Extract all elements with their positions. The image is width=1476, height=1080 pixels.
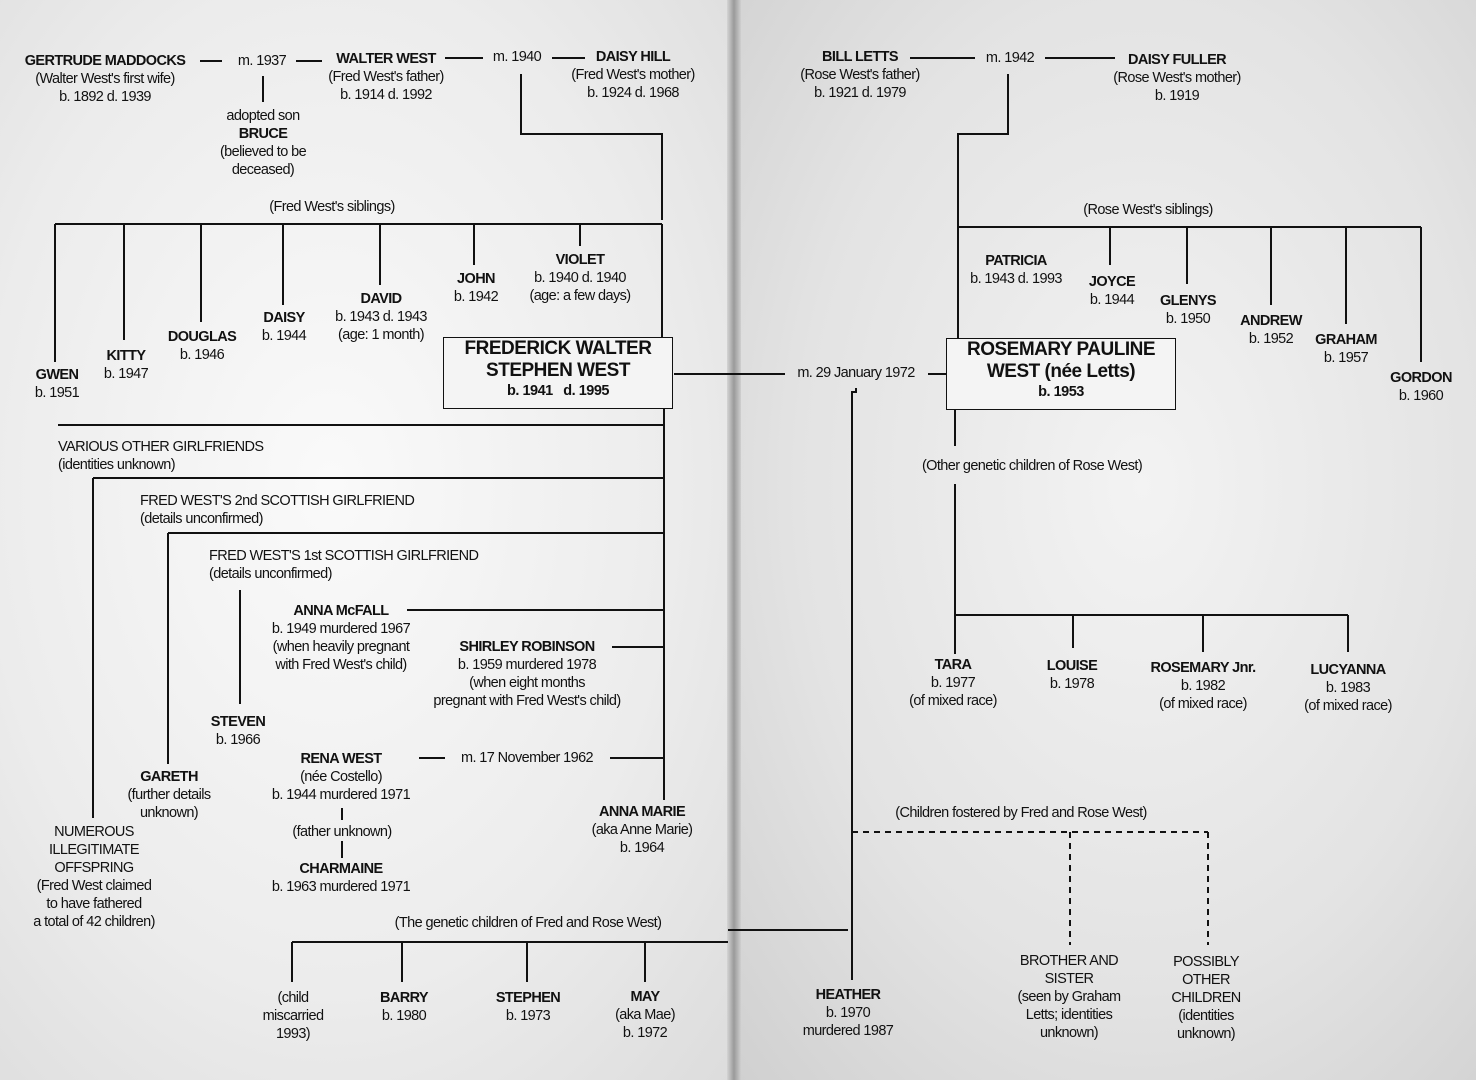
rose-siblings-label: (Rose West's siblings): [1083, 202, 1213, 218]
genetic-children-label: (The genetic children of Fred and Rose West): [394, 915, 662, 931]
sibling-patricia: PATRICIA b. 1943 d. 1993: [970, 253, 1062, 287]
child-barry: BARRY b. 1980: [379, 990, 429, 1024]
person-rena-west: RENA WEST (née Costello) b. 1944 murdered 1971: [271, 751, 411, 803]
fostered-children-label: (Children fostered by Fred and Rose West): [895, 805, 1147, 821]
sibling-douglas: DOUGLAS b. 1946: [167, 329, 237, 363]
sibling-daisy: DAISY b. 1944: [261, 310, 307, 344]
child-louise: LOUISE b. 1978: [1046, 658, 1098, 692]
child-may: MAY (aka Mae) b. 1972: [615, 989, 675, 1041]
child-stephen: STEPHEN b. 1973: [495, 990, 561, 1024]
person-anna-marie: ANNA MARIE (aka Anne Marie) b. 1964: [591, 804, 693, 856]
person-gareth: GARETH (further details unknown): [127, 769, 211, 821]
person-charmaine: CHARMAINE b. 1963 murdered 1971: [271, 861, 411, 895]
fostered-possibly-other: POSSIBLY OTHER CHILDREN (identities unknown): [1171, 954, 1241, 1042]
marriage-1972: m. 29 January 1972: [797, 365, 915, 381]
person-daisy-fuller: DAISY FULLER (Rose West's mother) b. 1919: [1113, 52, 1241, 104]
father-unknown: (father unknown): [292, 824, 392, 840]
marriage-1937: m. 1937: [237, 53, 287, 69]
sibling-violet: VIOLET b. 1940 d. 1940 (age: a few days): [529, 252, 631, 304]
person-bill-letts: BILL LETTS (Rose West's father) b. 1921 d. 1979: [800, 49, 920, 101]
sibling-kitty: KITTY b. 1947: [103, 348, 149, 382]
person-gertrude: GERTRUDE MADDOCKS (Walter West's first wife) b. 1892 d. 1939: [24, 53, 186, 105]
heather-line: [852, 388, 856, 980]
person-walter-west: WALTER WEST (Fred West's father) b. 1914 d. 1992: [328, 51, 444, 103]
numerous-offspring: NUMEROUS ILLEGITIMATE OFFSPRING (Fred West claimed to have fathered a total of 42 children): [33, 824, 155, 930]
rose-other-children-label: (Other genetic children of Rose West): [921, 458, 1143, 474]
sibling-joyce: JOYCE b. 1944: [1088, 274, 1136, 308]
child-lucyanna: LUCYANNA b. 1983 (of mixed race): [1304, 662, 1392, 714]
sibling-david: DAVID b. 1943 d. 1943 (age: 1 month): [335, 291, 427, 343]
child-rosemary-jnr: ROSEMARY Jnr. b. 1982 (of mixed race): [1150, 660, 1256, 712]
sibling-andrew: ANDREW b. 1952: [1240, 313, 1302, 347]
child-miscarried: (child miscarried 1993): [262, 990, 324, 1042]
fred-siblings-label: (Fred West's siblings): [269, 199, 395, 215]
marriage-1940: m. 1940: [492, 49, 542, 65]
fred-west-box: FREDERICK WALTER STEPHEN WEST b. 1941 d. 1995: [443, 337, 673, 409]
various-girlfriends: VARIOUS OTHER GIRLFRIENDS (identities unknown): [58, 439, 264, 473]
sibling-graham: GRAHAM b. 1957: [1315, 332, 1377, 366]
child-heather: HEATHER b. 1970 murdered 1987: [802, 987, 894, 1039]
sibling-gordon: GORDON b. 1960: [1390, 370, 1452, 404]
rose-west-box: ROSEMARY PAULINE WEST (née Letts) b. 1953: [946, 338, 1176, 410]
person-daisy-hill: DAISY HILL (Fred West's mother) b. 1924 d. 1968: [571, 49, 695, 101]
person-steven: STEVEN b. 1966: [210, 714, 266, 748]
sibling-glenys: GLENYS b. 1950: [1159, 293, 1217, 327]
person-shirley-robinson: SHIRLEY ROBINSON b. 1959 murdered 1978 (when eight months pregnant with Fred West's child): [433, 639, 621, 709]
sibling-john: JOHN b. 1942: [453, 271, 499, 305]
sibling-gwen: GWEN b. 1951: [34, 367, 80, 401]
marriage-1942: m. 1942: [985, 50, 1035, 66]
marriage-1962: m. 17 November 1962: [460, 750, 594, 766]
fostered-brother-sister: BROTHER AND SISTER (seen by Graham Letts; identities unknown): [1017, 953, 1121, 1041]
scottish-girlfriend-1: FRED WEST'S 1st SCOTTISH GIRLFRIEND (details unconfirmed): [209, 548, 479, 582]
person-anna-mcfall: ANNA McFALL b. 1949 murdered 1967 (when heavily pregnant with Fred West's child): [271, 603, 411, 673]
person-bruce: adopted son BRUCE (believed to be deceased): [219, 108, 307, 178]
scottish-girlfriend-2: FRED WEST'S 2nd SCOTTISH GIRLFRIEND (details unconfirmed): [140, 493, 415, 527]
child-tara: TARA b. 1977 (of mixed race): [909, 657, 997, 709]
